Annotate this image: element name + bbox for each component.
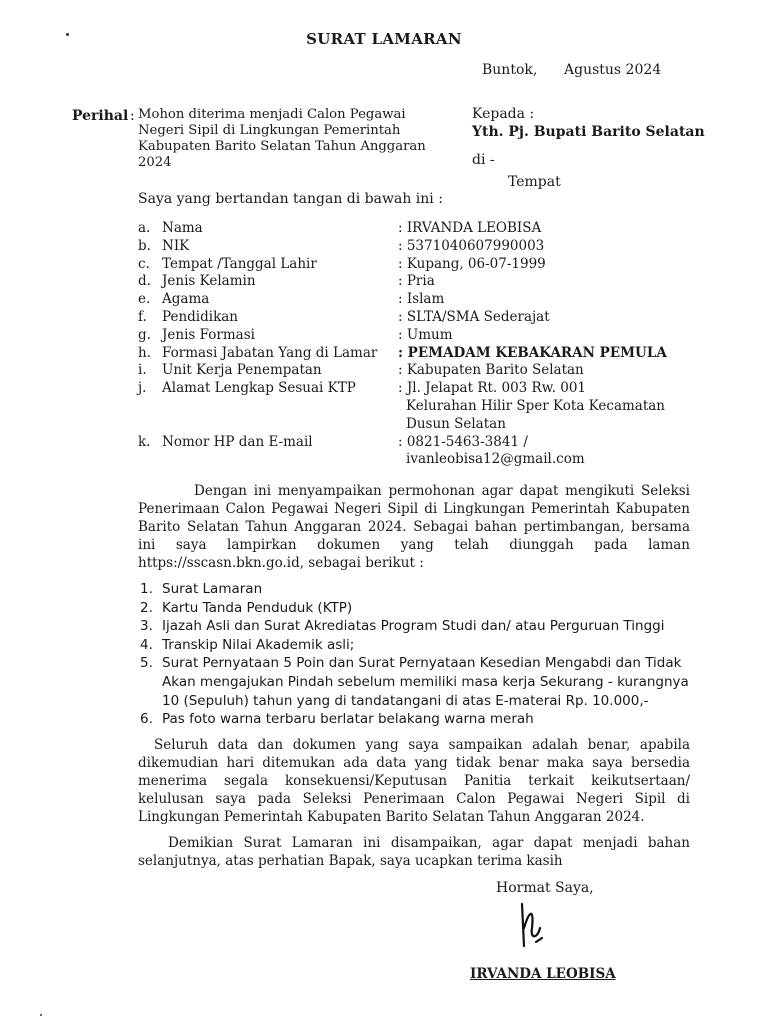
field-letter <box>138 451 162 469</box>
attachment-item <box>140 599 700 618</box>
field-value: : 0821-5463-3841 / <box>398 433 528 450</box>
field-value: : Pria <box>398 273 435 290</box>
paragraph-request-text: Dengan ini menyampaikan permohonan agar dapat mengikuti Seleksi Penerimaan Calon Pegawai Negeri Sipil di Lingkungan Pemerintah Kabupaten Barito Selatan Tahun Anggaran 2024. Sebagai bahan pertimbangan, bersama ini saya lampirkan dokumen yang telah diunggah pada laman https://sscasn.bkn.go.id, sebagai berikut : <box>138 483 690 571</box>
field-label: Nama <box>162 220 203 236</box>
attachment-text: Ijazah Asli dan Surat Akrediatas Program Studi dan/ atau Perguruan Tinggi <box>162 618 665 635</box>
field-row <box>138 273 698 291</box>
attachment-number: 6. <box>140 711 153 728</box>
field-letter: i. <box>138 362 147 379</box>
field-letter: b. <box>138 237 151 254</box>
paragraph-closing-text: Demikian Surat Lamaran ini disampaikan, agar dapat menjadi bahan selanjutnya, atas perhatian Bapak, saya ucapkan terima kasih <box>138 835 690 869</box>
field-label: Unit Kerja Penempatan <box>162 362 322 379</box>
field-letter: e. <box>138 291 151 308</box>
field-letter: c. <box>138 255 150 272</box>
field-letter <box>138 416 162 434</box>
signer-name: IRVANDA LEOBISA <box>470 966 616 982</box>
attachment-text: Transkip Nilai Akademik asli; <box>162 636 355 653</box>
field-value: : 5371040607990003 <box>398 237 545 254</box>
signature-image <box>512 898 552 958</box>
place-date: Buntok, Agustus 2024 <box>482 62 662 78</box>
letter-title: SURAT LAMARAN <box>306 30 462 48</box>
attachment-number: 1. <box>140 581 153 597</box>
field-row <box>138 362 698 380</box>
field-letter: j. <box>138 380 147 397</box>
closing-salutation: Hormat Saya, <box>496 880 594 896</box>
attachment-number: 2. <box>140 599 153 616</box>
field-row <box>138 416 698 434</box>
applicant-fields <box>138 220 698 469</box>
field-letter: k. <box>138 433 151 450</box>
perihal-label: Perihal <box>72 108 129 124</box>
field-label: Jenis Formasi <box>162 326 255 343</box>
recipient-name: Yth. Pj. Bupati Barito Selatan <box>472 124 705 140</box>
field-value: ivanleobisa12@gmail.com <box>406 451 585 468</box>
field-row <box>138 327 698 345</box>
field-letter <box>138 398 162 416</box>
paragraph-request <box>138 482 690 572</box>
field-label: Pendidikan <box>162 308 239 325</box>
attachment-item <box>140 617 700 636</box>
paragraph-closing <box>138 834 690 870</box>
field-label: Formasi Jabatan Yang di Lamar <box>162 344 378 361</box>
paragraph-statement-text: Seluruh data dan dokumen yang saya sampaikan adalah benar, apabila dikemudian hari ditemukan ada data yang tidak benar maka saya bersedia menerima segala konsekuensi/Keputusan Panitia terkait keikutsertaan/ kelulusan saya pada Seleksi Penerimaan Calon Pegawai Negeri Sipil di Lingkungan Pemerintah Kabupaten Barito Selatan Tahun Anggaran 2024. <box>138 737 690 825</box>
field-letter: d. <box>138 273 151 290</box>
attachment-text: Surat Pernyataan 5 Poin dan Surat Pernyataan Kesedian Mengabdi dan Tidak Akan mengajukan Pindah sebelum memiliki masa kerja Sekurang - kurangnya 10 (Sepuluh) tahun yang di tandatangani di atas E-materai Rp. 10.000,- <box>162 655 689 709</box>
field-letter: a. <box>138 220 151 236</box>
field-value: : SLTA/SMA Sederajat <box>398 308 550 325</box>
field-row <box>138 291 698 309</box>
field-label: Tempat /Tanggal Lahir <box>162 255 317 272</box>
field-label: Jenis Kelamin <box>162 273 256 290</box>
attachment-number: 5. <box>140 655 153 672</box>
field-label: Agama <box>162 291 210 308</box>
field-value: Dusun Selatan <box>406 415 506 432</box>
tempat-label: Tempat <box>508 174 561 190</box>
field-letter: f. <box>138 308 147 325</box>
field-letter: h. <box>138 344 151 361</box>
perihal-text: Mohon diterima menjadi Calon Pegawai Negeri Sipil di Lingkungan Pemerintah Kabupaten Barito Selatan Tahun Anggaran 2024 <box>138 107 426 170</box>
attachment-item <box>140 580 700 599</box>
field-value: Kelurahan Hilir Sper Kota Kecamatan <box>406 397 666 414</box>
field-label <box>162 416 398 434</box>
field-value: : Kupang, 06-07-1999 <box>398 255 546 272</box>
field-label: Alamat Lengkap Sesuai KTP <box>162 380 356 397</box>
field-value: : Umum <box>398 326 453 343</box>
kepada-label: Kepada : <box>472 106 535 122</box>
field-value: : Islam <box>398 291 445 308</box>
attachment-text: Surat Lamaran <box>162 581 263 597</box>
field-row <box>138 238 698 256</box>
field-row <box>138 220 698 238</box>
recipient-block <box>472 105 705 169</box>
scan-speck <box>66 33 69 36</box>
field-value: : IRVANDA LEOBISA <box>398 220 542 236</box>
field-row <box>138 434 698 452</box>
field-label: Nomor HP dan E-mail <box>162 433 313 450</box>
field-value: : Kabupaten Barito Selatan <box>398 362 584 379</box>
field-value: : Jl. Jelapat Rt. 003 Rw. 001 <box>398 380 587 397</box>
field-label: NIK <box>162 237 190 254</box>
field-label <box>162 451 398 469</box>
attachment-item <box>140 636 700 655</box>
attachment-text: Pas foto warna terbaru berlatar belakang warna merah <box>162 711 534 728</box>
perihal-colon: : <box>130 108 135 124</box>
intro-line: Saya yang bertandan tangan di bawah ini : <box>138 191 443 207</box>
field-row <box>138 451 698 469</box>
attachment-text: Kartu Tanda Penduduk (KTP) <box>162 599 353 616</box>
scan-speck <box>40 1014 42 1016</box>
attachment-list <box>140 580 700 729</box>
field-letter: g. <box>138 326 151 343</box>
field-label <box>162 398 398 416</box>
field-row <box>138 256 698 274</box>
di-label: di - <box>472 152 495 168</box>
attachment-number: 4. <box>140 636 153 653</box>
field-row <box>138 309 698 327</box>
field-value: : PEMADAM KEBAKARAN PEMULA <box>398 344 667 361</box>
field-row <box>138 380 698 398</box>
attachment-number: 3. <box>140 618 153 635</box>
paragraph-statement <box>138 736 690 826</box>
field-row <box>138 345 698 363</box>
attachment-item <box>140 654 700 710</box>
attachment-item <box>140 710 700 729</box>
field-row <box>138 398 698 416</box>
